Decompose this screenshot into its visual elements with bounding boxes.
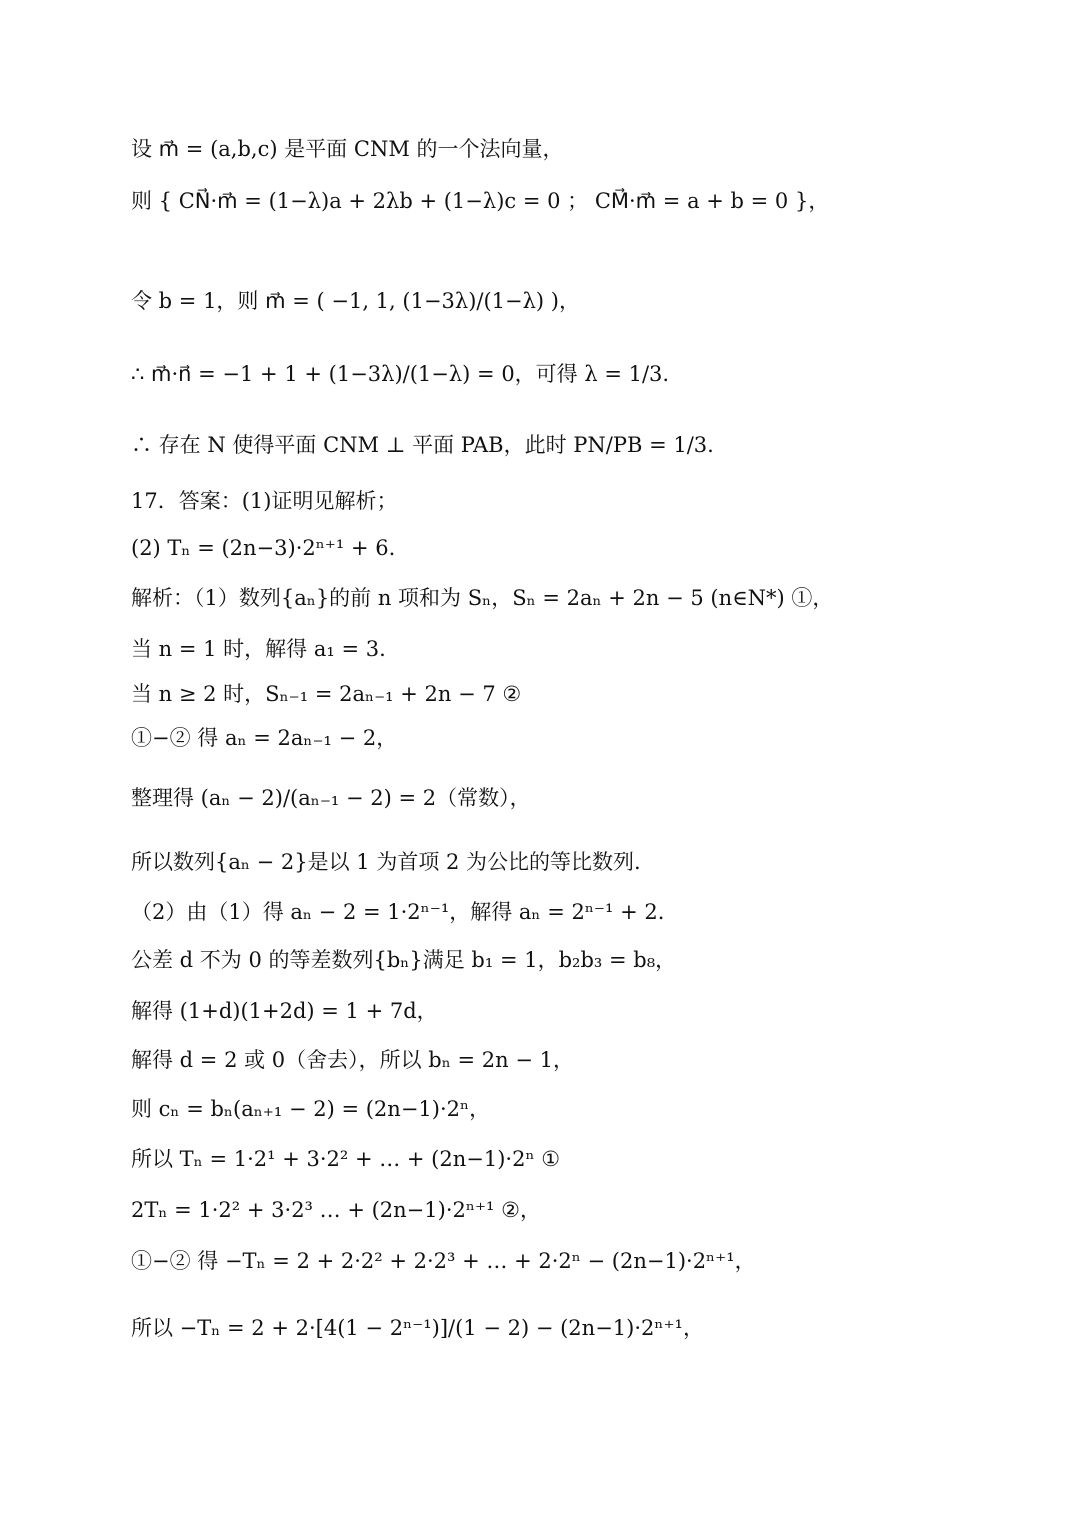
text-line: 则 { CN⃗·m⃗ = (1−λ)a + 2λb + (1−λ)c = 0 ； CM⃗·m⃗ = a + b = 0 }， — [131, 189, 830, 213]
text-line: ∴ m⃗·n⃗ = −1 + 1 + (1−3λ)/(1−λ) = 0，可得 λ = 1/3. — [131, 362, 670, 386]
text-line: ∴ 存在 N 使得平面 CNM ⊥ 平面 PAB，此时 PN/PB = 1/3. — [131, 433, 714, 457]
text-line: ①−② 得 aₙ = 2aₙ₋₁ − 2， — [131, 726, 398, 750]
text-line: 令 b = 1，则 m⃗ = ( −1, 1, (1−3λ)/(1−λ) )， — [131, 289, 580, 313]
text-line: 所以 −Tₙ = 2 + 2·[4(1 − 2ⁿ⁻¹)]/(1 − 2) − (2n−1)·2ⁿ⁺¹， — [131, 1316, 704, 1340]
text-line: ①−② 得 −Tₙ = 2 + 2·2² + 2·2³ + … + 2·2ⁿ − (2n−1)·2ⁿ⁺¹， — [131, 1249, 756, 1273]
text-line: 整理得 (aₙ − 2)/(aₙ₋₁ − 2) = 2（常数）， — [131, 786, 531, 810]
text-line: 设 m⃗ = (a,b,c) 是平面 CNM 的一个法向量， — [131, 137, 564, 161]
text-line: 17．答案：(1)证明见解析； — [131, 489, 398, 513]
text-line: 当 n ≥ 2 时，Sₙ₋₁ = 2aₙ₋₁ + 2n − 7 ② — [131, 682, 522, 706]
text-line: 所以数列{aₙ − 2}是以 1 为首项 2 为公比的等比数列. — [131, 850, 641, 874]
text-line: 公差 d 不为 0 的等差数列{bₙ}满足 b₁ = 1，b₂b₃ = b₈， — [131, 948, 677, 972]
text-line: 解得 (1+d)(1+2d) = 1 + 7d， — [131, 999, 438, 1023]
text-line: 当 n = 1 时，解得 a₁ = 3. — [131, 637, 386, 661]
text-line: 2Tₙ = 1·2² + 3·2³ … + (2n−1)·2ⁿ⁺¹ ②， — [131, 1198, 541, 1222]
text-line: (2) Tₙ = (2n−3)·2ⁿ⁺¹ + 6. — [131, 536, 396, 560]
text-line: （2）由（1）得 aₙ − 2 = 1·2ⁿ⁻¹，解得 aₙ = 2ⁿ⁻¹ + 2. — [131, 900, 665, 924]
text-line: 解析：（1）数列{aₙ}的前 n 项和为 Sₙ，Sₙ = 2aₙ + 2n − 5 (n∈N*) ①， — [131, 586, 834, 610]
text-line: 所以 Tₙ = 1·2¹ + 3·2² + … + (2n−1)·2ⁿ ① — [131, 1147, 561, 1171]
text-line: 解得 d = 2 或 0（舍去），所以 bₙ = 2n − 1， — [131, 1048, 574, 1072]
text-line: 则 cₙ = bₙ(aₙ₊₁ − 2) = (2n−1)·2ⁿ， — [131, 1097, 491, 1121]
